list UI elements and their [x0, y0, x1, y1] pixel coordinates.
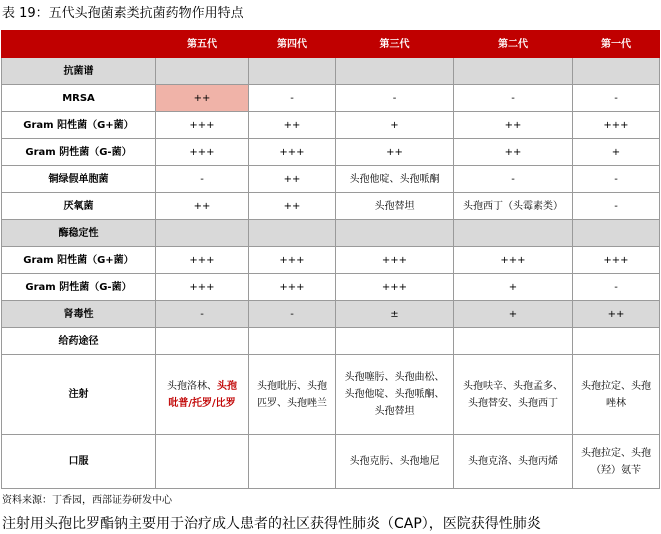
cell-line: 头孢拉定、头孢: [581, 447, 651, 459]
cell: -: [249, 85, 336, 112]
header-gen2: 第二代: [454, 31, 573, 58]
cell-line: 唑林: [606, 397, 626, 409]
cell: +: [454, 301, 573, 328]
cell: [454, 220, 573, 247]
cell: [573, 328, 660, 355]
cell: [249, 355, 336, 435]
cell: [573, 435, 660, 489]
row-enzyme-stability: [2, 220, 660, 247]
cell-line: 头孢呋辛、头孢孟多、: [463, 380, 563, 392]
row-label: 铜绿假单胞菌: [2, 166, 156, 193]
header-corner: [2, 31, 156, 58]
row-label: MRSA: [2, 85, 156, 112]
cell: ++: [573, 301, 660, 328]
cell: +: [454, 274, 573, 301]
cell: +: [573, 139, 660, 166]
cell: [156, 58, 249, 85]
cell: 头孢西丁（头霉素类）: [454, 193, 573, 220]
cell: ++: [249, 166, 336, 193]
cell-line: [157, 378, 247, 395]
header-gen3: 第三代: [336, 31, 454, 58]
cell: -: [249, 301, 336, 328]
cell-line-highlight: 吡普/托罗/比罗: [168, 397, 236, 409]
cell: ++: [156, 193, 249, 220]
table-title: 表 19：五代头孢菌素类抗菌药物作用特点: [2, 6, 244, 21]
cell: +++: [336, 247, 454, 274]
cell: -: [454, 85, 573, 112]
header-gen5: 第五代: [156, 31, 249, 58]
cell-line: 匹罗、头孢唑兰: [257, 397, 327, 409]
cell: [249, 435, 336, 489]
cell-line: 头孢替坦: [374, 406, 415, 417]
cell: +++: [249, 247, 336, 274]
cell: 头孢替坦: [336, 193, 454, 220]
cell: [156, 435, 249, 489]
body-text: 注射用头孢比罗酯钠主要用于治疗成人患者的社区获得性肺炎（CAP），医院获得性肺炎: [2, 516, 541, 532]
row-mrsa: [2, 85, 660, 112]
cell-line: 头孢拉定、头孢: [581, 380, 651, 392]
cell: [573, 220, 660, 247]
cell: [454, 328, 573, 355]
cell: [336, 220, 454, 247]
cell: -: [573, 193, 660, 220]
cell-text: 头孢洛林、: [167, 380, 217, 392]
cell: ±: [336, 301, 454, 328]
cell: +++: [249, 274, 336, 301]
header-gen1: 第一代: [573, 31, 660, 58]
cell: ++: [454, 112, 573, 139]
cell-line: 头孢他啶、头孢哌酮、: [344, 389, 445, 400]
cell: +: [336, 112, 454, 139]
cephalosporin-table: [1, 30, 660, 489]
row-anaerobes: [2, 193, 660, 220]
row-spectrum: [2, 58, 660, 85]
row-label: 抗菌谱: [2, 58, 156, 85]
cell: [156, 355, 249, 435]
cell: ++: [336, 139, 454, 166]
cell: [156, 220, 249, 247]
cell: [573, 58, 660, 85]
cell: ++: [249, 112, 336, 139]
cell: [156, 328, 249, 355]
cell: 头孢克洛、头孢丙烯: [454, 435, 573, 489]
cell: -: [156, 301, 249, 328]
row-gram-positive: [2, 112, 660, 139]
cell: [249, 58, 336, 85]
cell-highlight: ++: [156, 85, 249, 112]
row-pseudomonas: [2, 166, 660, 193]
row-enzyme-gram-positive: [2, 247, 660, 274]
header-gen4: 第四代: [249, 31, 336, 58]
cell: +++: [573, 112, 660, 139]
cell: [336, 58, 454, 85]
row-gram-negative: [2, 139, 660, 166]
cell: +++: [249, 139, 336, 166]
cell: ++: [249, 193, 336, 220]
cell: +++: [156, 112, 249, 139]
cell: [573, 355, 660, 435]
row-label: 注射: [2, 355, 156, 435]
row-nephrotoxicity: [2, 301, 660, 328]
cell: -: [454, 166, 573, 193]
cell: [454, 355, 573, 435]
cell: 头孢他啶、头孢哌酮: [336, 166, 454, 193]
cell: -: [573, 166, 660, 193]
cell: -: [156, 166, 249, 193]
header-row: [2, 31, 660, 58]
row-label: 给药途径: [2, 328, 156, 355]
cell: +++: [156, 139, 249, 166]
cell-line: 头孢替安、头孢西丁: [468, 397, 558, 409]
cell-line: 头孢吡肟、头孢: [257, 380, 327, 392]
row-label: 肾毒性: [2, 301, 156, 328]
row-route: [2, 328, 660, 355]
cell-line: （羟）氨苄: [591, 464, 641, 476]
cell: [249, 328, 336, 355]
cell: ++: [454, 139, 573, 166]
cell: [454, 58, 573, 85]
cell: +++: [336, 274, 454, 301]
cell: [336, 355, 454, 435]
row-injection: [2, 355, 660, 435]
cell: [336, 328, 454, 355]
cell-text-highlight: 头孢: [217, 380, 237, 392]
row-label: Gram 阴性菌（G-菌）: [2, 139, 156, 166]
cell-line: 头孢噻肟、头孢曲松、: [344, 372, 445, 383]
row-oral: [2, 435, 660, 489]
row-label: 口服: [2, 435, 156, 489]
cell: -: [573, 274, 660, 301]
cell: [249, 220, 336, 247]
cell: +++: [573, 247, 660, 274]
row-label: Gram 阳性菌（G+菌）: [2, 247, 156, 274]
cell: -: [573, 85, 660, 112]
row-label: 酶稳定性: [2, 220, 156, 247]
cell: +++: [156, 247, 249, 274]
cell: +++: [156, 274, 249, 301]
cell: +++: [454, 247, 573, 274]
row-enzyme-gram-negative: [2, 274, 660, 301]
row-label: 厌氧菌: [2, 193, 156, 220]
cell: 头孢克肟、头孢地尼: [336, 435, 454, 489]
cell: -: [336, 85, 454, 112]
row-label: Gram 阳性菌（G+菌）: [2, 112, 156, 139]
source-note: 资料来源：丁香园，西部证券研发中心: [2, 495, 172, 506]
row-label: Gram 阴性菌（G-菌）: [2, 274, 156, 301]
